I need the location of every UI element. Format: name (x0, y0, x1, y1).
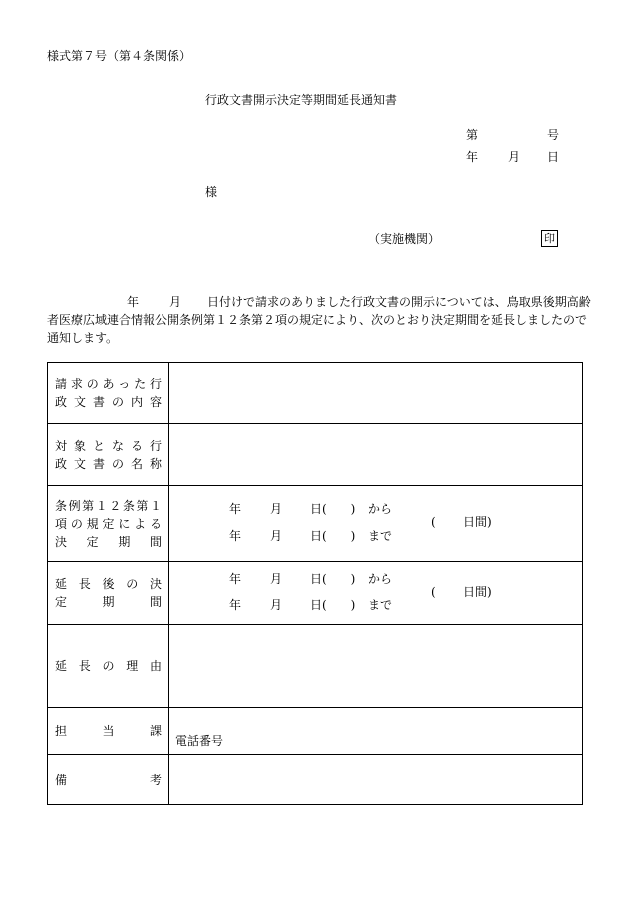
department-cell (169, 708, 583, 755)
row-label-remarks: 備考 (48, 755, 169, 805)
table-row (48, 562, 583, 625)
decision-period-cell: 年 月 日( ) から 年 月 日( ) まで ( 日間) (169, 486, 583, 562)
table-row (48, 363, 583, 424)
row-label-document-name: 対象となる行 政文書の名称 (48, 424, 169, 486)
row-label-request-content: 請求のあった行 政文書の内容 (48, 363, 169, 424)
issue-date-month: 月 (508, 150, 521, 164)
remarks-cell (169, 755, 583, 805)
agency-label: （実施機関） (368, 232, 441, 246)
document-number-prefix: 第 (466, 128, 479, 142)
document-title: 行政文書開示決定等期間延長通知書 (205, 93, 398, 107)
document-number-suffix: 号 (547, 128, 560, 142)
row-label-extended-period: 延長後の決 定期間 (48, 562, 169, 625)
phone-number-label: 電話番号 (175, 734, 224, 748)
notice-table (47, 362, 583, 805)
notice-body (47, 293, 595, 347)
body-year: 年 (127, 295, 140, 309)
extension-reason-cell (169, 625, 583, 708)
table-row (48, 424, 583, 486)
document-name-cell (169, 424, 583, 486)
row-label-department: 担当課 (48, 708, 169, 755)
extended-period-cell: 年 月 日( ) から 年 月 日( ) まで ( 日間) (169, 562, 583, 625)
table-row (48, 486, 583, 562)
row-label-decision-period: 条例第１２条第１ 項の規定による 決定期間 (48, 486, 169, 562)
table-row (48, 625, 583, 708)
issue-date-year: 年 (466, 150, 479, 164)
request-content-cell (169, 363, 583, 424)
addressee-suffix: 様 (205, 185, 218, 199)
seal-stamp: 印 (541, 230, 558, 247)
body-month: 月 (169, 295, 182, 309)
row-label-extension-reason: 延長の理由 (48, 625, 169, 708)
issue-date-day: 日 (547, 150, 560, 164)
table-row (48, 755, 583, 805)
form-code: 様式第７号（第４条関係） (47, 49, 192, 63)
body-text: 日付けで請求のありました行政文書の開示については、鳥取県後期高齢者医療広域連合情報公開条例第１２条第２項の規定により、次のとおり決定期間を延長しましたので通知します。 (47, 295, 591, 345)
table-row (48, 708, 583, 755)
